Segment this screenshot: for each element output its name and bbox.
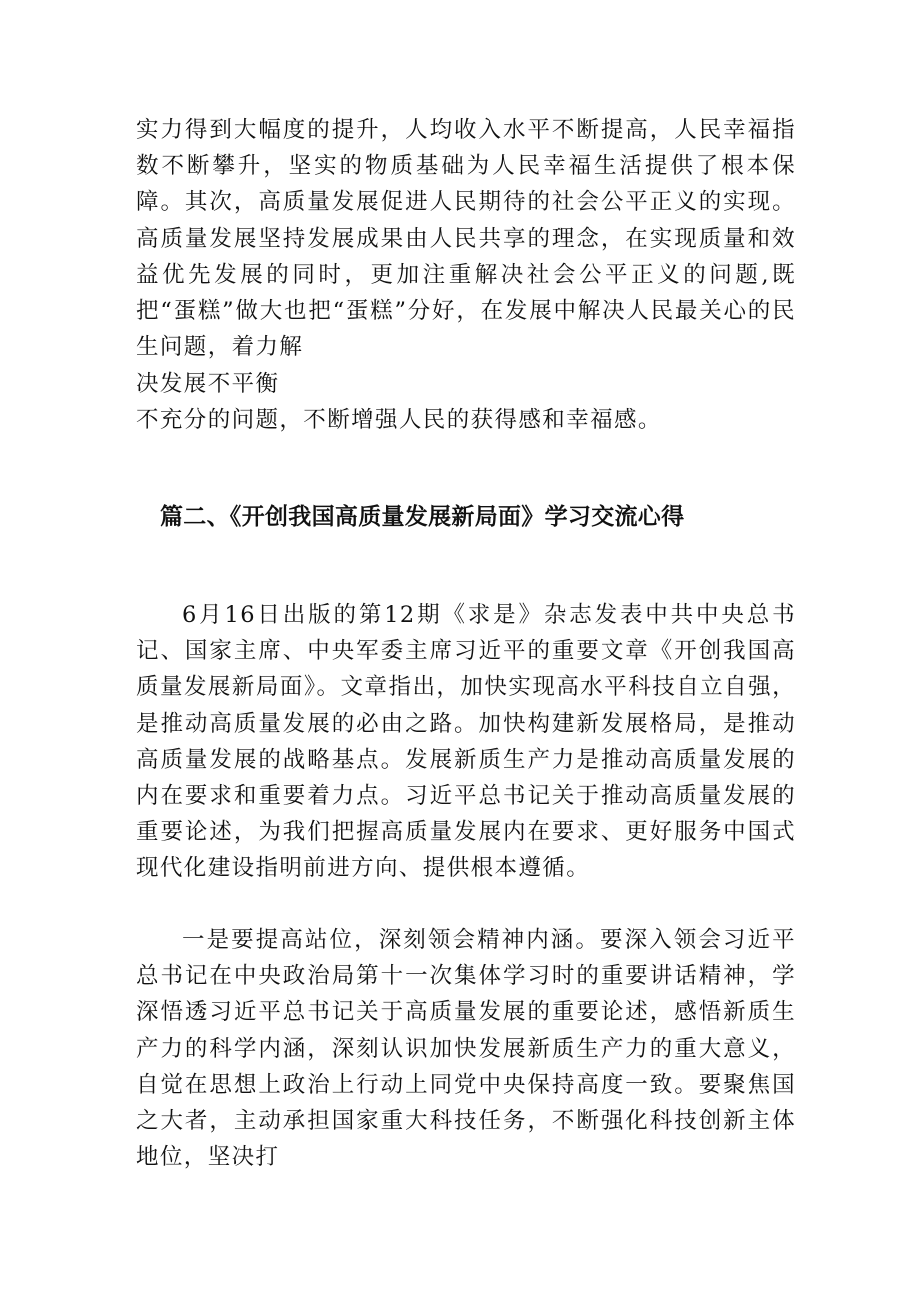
continued-paragraph: 实力得到大幅度的提升，人均收入水平不断提高，人民幸福指数不断攀升，坚实的物质基础为人民幸福生活提供了根本保障。其次，高质量发展促进人民期待的社会公平正义的实现。高质量发展坚持发展成果由人民共享的理念，在实现质量和效益优先发展的同时，更加注重解决社会公平正义的问题,既把“蛋糕”做大也把“蛋糕”分好，在发展中解决人民最关心的民生问题，着力解 (136, 117, 796, 361)
section-heading: 篇二、《开创我国高质量发展新局面》学习交流心得 (160, 504, 685, 530)
continued-line-tail: 决发展不平衡 (136, 371, 280, 397)
body-paragraph-2: 一是要提高站位，深刻领会精神内涵。要深入领会习近平总书记在中央政治局第十一次集体学习时的重要讲话精神，学深悟透习近平总书记关于高质量发展的重要论述，感悟新质生产力的科学内涵，深刻认识加快发展新质生产力的重大意义，自觉在思想上政治上行动上同党中央保持高度一致。要聚焦国之大者，主动承担国家重大科技任务，不断强化科技创新主体地位，坚决打 (136, 927, 796, 1171)
body-paragraph-1: 6月16日出版的第12期《求是》杂志发表中共中央总书记、国家主席、中央军委主席习近平的重要文章《开创我国高质量发展新局面》。文章指出，加快实现高水平科技自立自强，是推动高质量发展的必由之路。加快构建新发展格局，是推动高质量发展的战略基点。发展新质生产力是推动高质量发展的内在要求和重要着力点。习近平总书记关于推动高质量发展的重要论述，为我们把握高质量发展内在要求、更好服务中国式现代化建设指明前进方向、提供根本遵循。 (136, 602, 796, 882)
continued-line-last: 不充分的问题，不断增强人民的获得感和幸福感。 (136, 407, 662, 433)
